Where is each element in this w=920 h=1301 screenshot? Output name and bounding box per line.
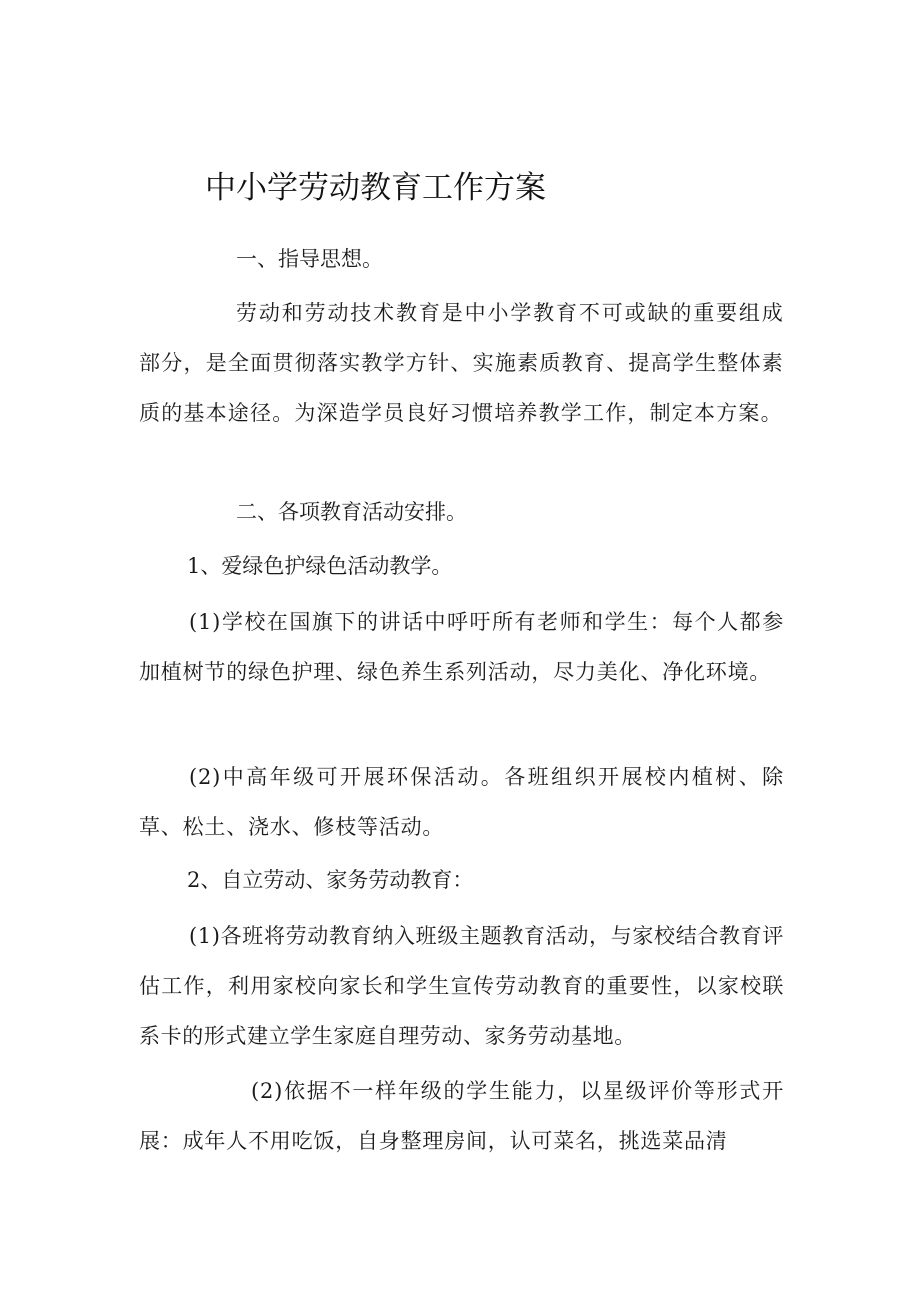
subsection-heading-self-reliant-labor: 2、自立劳动、家务劳动教育：: [187, 868, 474, 892]
paragraph-guiding-ideology: 劳动和劳动技术教育是中小学教育不可或缺的重要组成部分，是全面贯彻落实教学方针、实施素质教育、提高学生整体素质的基本途径。为深造学员良好习惯培养教学工作，制定本方案。: [139, 301, 784, 425]
paragraph-item-2-1: (1)各班将劳动教育纳入班级主题教育活动，与家校结合教育评估工作，利用家校向家长和学生宣传劳动教育的重要性，以家校联系卡的形式建立学生家庭自理劳动、家务劳动基地。: [139, 924, 784, 1048]
subsection-heading-green-activity: 1、爱绿色护绿色活动教学。: [187, 554, 453, 578]
paragraph-item-1-1: (1)学校在国旗下的讲话中呼吁所有老师和学生：每个人都参加植树节的绿色护理、绿色养生系列活动，尽力美化、净化环境。: [139, 610, 784, 684]
section-heading-guiding-ideology: 一、指导思想。: [236, 247, 383, 271]
section-heading-activity-arrangement: 二、各项教育活动安排。: [236, 500, 467, 524]
document-title: 中小学劳动教育工作方案: [205, 170, 546, 206]
paragraph-item-2-2: (2)依据不一样年级的学生能力，以星级评价等形式开展：成年人不用吃饭，自身整理房间，认可菜名，挑选菜品清: [139, 1079, 784, 1153]
paragraph-item-1-2: (2)中高年级可开展环保活动。各班组织开展校内植树、除草、松土、浇水、修枝等活动。: [139, 765, 784, 839]
